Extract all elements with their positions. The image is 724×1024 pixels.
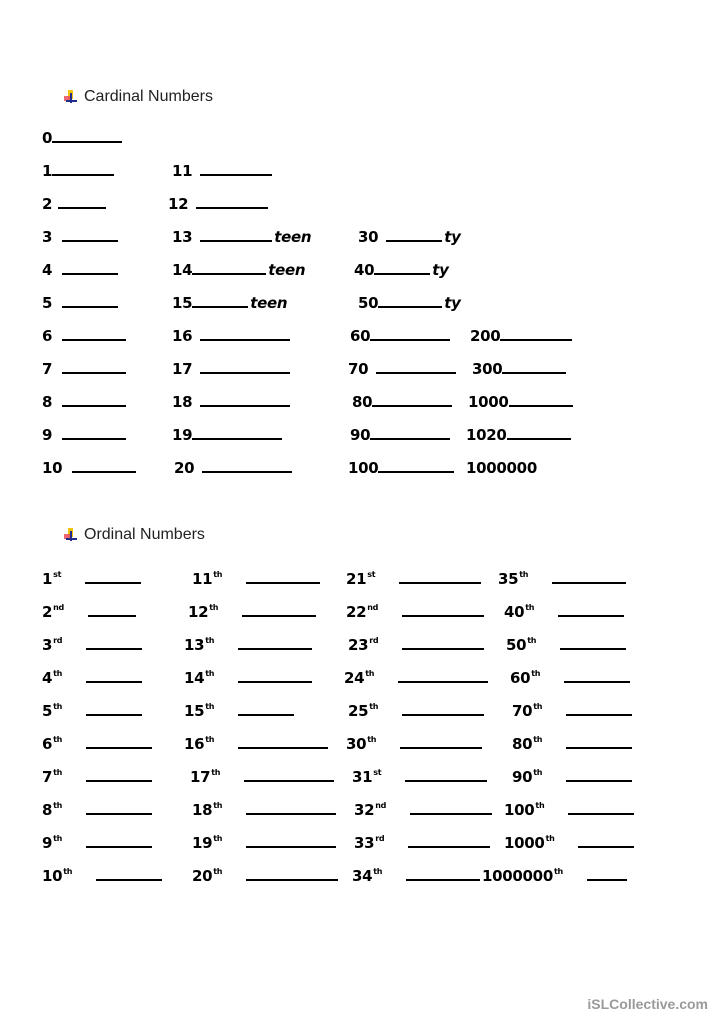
ordinal-item xyxy=(188,599,318,621)
answer-blank[interactable] xyxy=(200,162,272,176)
number-label: 80 xyxy=(512,735,533,753)
ordinal-suffix: th xyxy=(53,834,63,843)
ordinal-suffix: st xyxy=(367,570,376,579)
number-label: 90 xyxy=(350,426,371,444)
number-label: 7 xyxy=(42,768,53,786)
number-label: 18 xyxy=(192,801,213,819)
ordinal-item xyxy=(42,665,144,687)
ordinal-suffix: th xyxy=(209,603,219,612)
ordinal-item xyxy=(354,797,494,819)
cardinal-item xyxy=(168,195,270,213)
number-label: 21 xyxy=(346,570,367,588)
answer-blank[interactable] xyxy=(196,195,268,209)
answer-blank[interactable] xyxy=(552,570,626,584)
number-label: 8 xyxy=(42,801,53,819)
word-suffix: teen xyxy=(274,228,312,246)
number-label: 12 xyxy=(188,603,209,621)
number-label: 31 xyxy=(352,768,373,786)
number-label: 11 xyxy=(172,162,193,180)
number-label: 1000000 xyxy=(482,867,553,885)
answer-blank[interactable] xyxy=(558,603,624,617)
number-label: 1000000 xyxy=(466,459,537,477)
ordinal-suffix: th xyxy=(533,702,543,711)
number-label: 50 xyxy=(506,636,527,654)
cardinal-item xyxy=(466,459,537,477)
answer-blank[interactable] xyxy=(406,867,480,881)
answer-blank[interactable] xyxy=(62,426,126,440)
cardinal-item xyxy=(358,294,461,312)
answer-blank[interactable] xyxy=(242,603,316,617)
number-label: 24 xyxy=(344,669,365,687)
ordinal-suffix: th xyxy=(53,669,63,678)
ordinal-item xyxy=(504,797,636,819)
watermark: iSLCollective.com xyxy=(587,996,708,1012)
ordinal-item xyxy=(512,698,634,720)
ordinal-suffix: st xyxy=(53,570,62,579)
answer-blank[interactable] xyxy=(86,702,142,716)
ordinal-item xyxy=(184,665,314,687)
ordinal-suffix: th xyxy=(211,768,221,777)
ordinal-item xyxy=(42,764,154,786)
answer-blank[interactable] xyxy=(192,426,282,440)
answer-blank[interactable] xyxy=(200,393,290,407)
ordinal-item xyxy=(42,731,154,753)
number-label: 15 xyxy=(172,294,193,312)
ordinal-item xyxy=(482,863,629,885)
ordinal-suffix: nd xyxy=(53,603,64,612)
ordinal-item xyxy=(504,599,626,621)
number-label: 33 xyxy=(354,834,375,852)
number-label: 1000 xyxy=(504,834,545,852)
answer-blank[interactable] xyxy=(376,360,456,374)
answer-blank[interactable] xyxy=(238,636,312,650)
cardinal-item xyxy=(172,228,311,246)
number-label: 25 xyxy=(348,702,369,720)
ordinal-item xyxy=(346,731,484,753)
ordinal-title-text: Ordinal Numbers xyxy=(84,526,205,543)
number-label: 6 xyxy=(42,735,53,753)
ordinal-suffix: th xyxy=(373,867,383,876)
ordinal-suffix: th xyxy=(365,669,375,678)
number-label: 90 xyxy=(512,768,533,786)
number-label: 14 xyxy=(172,261,193,279)
ordinal-item xyxy=(512,731,634,753)
answer-blank[interactable] xyxy=(564,669,630,683)
number-label: 18 xyxy=(172,393,193,411)
answer-blank[interactable] xyxy=(405,768,487,782)
ordinal-item xyxy=(352,863,482,885)
cardinal-item xyxy=(42,162,116,180)
number-label: 2 xyxy=(42,603,53,621)
number-label: 30 xyxy=(346,735,367,753)
ordinal-suffix: th xyxy=(525,603,535,612)
ordinal-suffix: th xyxy=(205,735,215,744)
ordinal-item xyxy=(498,566,628,588)
number-label: 19 xyxy=(192,834,213,852)
ordinal-suffix: th xyxy=(535,801,545,810)
answer-blank[interactable] xyxy=(378,459,454,473)
answer-blank[interactable] xyxy=(96,867,162,881)
answer-blank[interactable] xyxy=(200,228,272,242)
ordinal-suffix: th xyxy=(367,735,377,744)
cardinal-item xyxy=(350,426,452,444)
cardinal-item xyxy=(470,327,574,345)
number-label: 11 xyxy=(192,570,213,588)
number-label: 13 xyxy=(184,636,205,654)
number-label: 5 xyxy=(42,702,53,720)
number-label: 23 xyxy=(348,636,369,654)
number-label: 4 xyxy=(42,261,53,279)
answer-blank[interactable] xyxy=(587,867,627,881)
ordinal-suffix: th xyxy=(213,801,223,810)
answer-blank[interactable] xyxy=(402,702,484,716)
number-label: 2 xyxy=(42,195,53,213)
cardinal-item xyxy=(472,360,568,378)
cardinal-item xyxy=(172,162,274,180)
number-label: 70 xyxy=(512,702,533,720)
answer-blank[interactable] xyxy=(566,702,632,716)
answer-blank[interactable] xyxy=(86,735,152,749)
cardinal-item xyxy=(468,393,575,411)
number-label: 10 xyxy=(42,459,63,477)
number-label: 80 xyxy=(352,393,373,411)
ordinal-suffix: th xyxy=(533,768,543,777)
number-label: 7 xyxy=(42,360,53,378)
number-label: 19 xyxy=(172,426,193,444)
answer-blank[interactable] xyxy=(560,636,626,650)
number-label: 20 xyxy=(174,459,195,477)
answer-blank[interactable] xyxy=(192,261,266,275)
bullet-icon xyxy=(64,90,78,104)
cardinal-item xyxy=(172,327,292,345)
number-label: 17 xyxy=(172,360,193,378)
cardinal-item xyxy=(172,360,292,378)
answer-blank[interactable] xyxy=(86,801,152,815)
answer-blank[interactable] xyxy=(370,426,450,440)
answer-blank[interactable] xyxy=(566,768,632,782)
cardinal-item xyxy=(42,426,128,444)
cardinal-item xyxy=(172,294,287,312)
cardinal-item xyxy=(348,459,456,477)
cardinal-item xyxy=(42,459,138,477)
ordinal-item xyxy=(346,599,486,621)
number-label: 10 xyxy=(42,867,63,885)
ordinal-suffix: th xyxy=(205,636,215,645)
ordinal-suffix: th xyxy=(213,834,223,843)
ordinal-item xyxy=(42,599,138,621)
number-label: 1000 xyxy=(468,393,509,411)
number-label: 16 xyxy=(184,735,205,753)
number-label: 60 xyxy=(510,669,531,687)
ordinal-item xyxy=(346,566,483,588)
number-label: 40 xyxy=(504,603,525,621)
answer-blank[interactable] xyxy=(200,360,290,374)
answer-blank[interactable] xyxy=(246,867,338,881)
ordinal-item xyxy=(42,797,154,819)
bullet-icon xyxy=(64,528,78,542)
answer-blank[interactable] xyxy=(192,294,248,308)
answer-blank[interactable] xyxy=(386,228,442,242)
ordinal-suffix: th xyxy=(53,702,63,711)
cardinal-item xyxy=(172,261,305,279)
cardinal-item xyxy=(42,228,120,246)
number-label: 100 xyxy=(348,459,379,477)
answer-blank[interactable] xyxy=(88,603,136,617)
number-label: 8 xyxy=(42,393,53,411)
number-label: 14 xyxy=(184,669,205,687)
ordinal-item xyxy=(354,830,492,852)
cardinal-section-title xyxy=(64,88,213,106)
number-label: 5 xyxy=(42,294,53,312)
ordinal-item xyxy=(344,665,490,687)
answer-blank[interactable] xyxy=(398,669,488,683)
ordinal-item xyxy=(506,632,628,654)
cardinal-item xyxy=(42,261,120,279)
answer-blank[interactable] xyxy=(52,162,114,176)
answer-blank[interactable] xyxy=(246,834,336,848)
ordinal-suffix: th xyxy=(53,735,63,744)
ordinal-item xyxy=(348,698,486,720)
answer-blank[interactable] xyxy=(566,735,632,749)
ordinal-item xyxy=(42,698,144,720)
number-label: 0 xyxy=(42,129,53,147)
number-label: 100 xyxy=(504,801,535,819)
ordinal-item xyxy=(190,764,336,786)
ordinal-suffix: st xyxy=(373,768,382,777)
number-label: 9 xyxy=(42,426,53,444)
answer-blank[interactable] xyxy=(370,327,450,341)
answer-blank[interactable] xyxy=(202,459,292,473)
number-label: 3 xyxy=(42,228,53,246)
ordinal-suffix: rd xyxy=(53,636,63,645)
number-label: 34 xyxy=(352,867,373,885)
answer-blank[interactable] xyxy=(507,426,571,440)
ordinal-suffix: nd xyxy=(375,801,387,810)
cardinal-item xyxy=(42,393,128,411)
word-suffix: teen xyxy=(250,294,288,312)
ordinal-item xyxy=(42,830,154,852)
answer-blank[interactable] xyxy=(72,459,136,473)
answer-blank[interactable] xyxy=(402,603,484,617)
answer-blank[interactable] xyxy=(500,327,572,341)
number-label: 32 xyxy=(354,801,375,819)
answer-blank[interactable] xyxy=(378,294,442,308)
ordinal-item xyxy=(184,632,314,654)
cardinal-item xyxy=(42,327,128,345)
ordinal-item xyxy=(42,863,164,885)
number-label: 12 xyxy=(168,195,189,213)
ordinal-suffix: th xyxy=(531,669,541,678)
answer-blank[interactable] xyxy=(62,261,118,275)
ordinal-item xyxy=(348,632,486,654)
number-label: 15 xyxy=(184,702,205,720)
answer-blank[interactable] xyxy=(410,801,492,815)
number-label: 4 xyxy=(42,669,53,687)
answer-blank[interactable] xyxy=(244,768,334,782)
cardinal-item xyxy=(42,294,120,312)
ordinal-item xyxy=(42,566,143,588)
answer-blank[interactable] xyxy=(246,801,336,815)
answer-blank[interactable] xyxy=(86,768,152,782)
ordinal-suffix: th xyxy=(533,735,543,744)
cardinal-item xyxy=(352,393,454,411)
ordinal-item xyxy=(512,764,634,786)
ordinal-suffix: th xyxy=(213,570,223,579)
word-suffix: ty xyxy=(444,294,461,312)
cardinal-item xyxy=(350,327,452,345)
answer-blank[interactable] xyxy=(502,360,566,374)
number-label: 60 xyxy=(350,327,371,345)
ordinal-suffix: th xyxy=(519,570,529,579)
ordinal-suffix: th xyxy=(369,702,379,711)
ordinal-suffix: th xyxy=(63,867,73,876)
ordinal-section-title xyxy=(64,526,205,544)
answer-blank[interactable] xyxy=(52,129,122,143)
ordinal-item xyxy=(510,665,632,687)
ordinal-item xyxy=(192,566,322,588)
number-label: 3 xyxy=(42,636,53,654)
cardinal-item xyxy=(174,459,294,477)
ordinal-item xyxy=(184,731,330,753)
answer-blank[interactable] xyxy=(62,360,126,374)
cardinal-title-text: Cardinal Numbers xyxy=(84,88,213,105)
word-suffix: ty xyxy=(444,228,461,246)
number-label: 70 xyxy=(348,360,369,378)
number-label: 30 xyxy=(358,228,379,246)
cardinal-item xyxy=(42,360,128,378)
number-label: 17 xyxy=(190,768,211,786)
answer-blank[interactable] xyxy=(372,393,452,407)
ordinal-suffix: nd xyxy=(367,603,379,612)
ordinal-item xyxy=(42,632,144,654)
answer-blank[interactable] xyxy=(62,228,118,242)
answer-blank[interactable] xyxy=(86,669,142,683)
ordinal-suffix: th xyxy=(553,867,563,876)
ordinal-item xyxy=(192,797,338,819)
cardinal-item xyxy=(42,129,124,147)
number-label: 200 xyxy=(470,327,501,345)
answer-blank[interactable] xyxy=(509,393,573,407)
number-label: 300 xyxy=(472,360,503,378)
number-label: 1 xyxy=(42,162,53,180)
ordinal-item xyxy=(504,830,636,852)
number-label: 1020 xyxy=(466,426,507,444)
answer-blank[interactable] xyxy=(86,834,152,848)
answer-blank[interactable] xyxy=(402,636,484,650)
answer-blank[interactable] xyxy=(62,393,126,407)
number-label: 40 xyxy=(354,261,375,279)
number-label: 50 xyxy=(358,294,379,312)
answer-blank[interactable] xyxy=(568,801,634,815)
answer-blank[interactable] xyxy=(399,570,481,584)
word-suffix: ty xyxy=(432,261,449,279)
answer-blank[interactable] xyxy=(374,261,430,275)
number-label: 1 xyxy=(42,570,53,588)
number-label: 16 xyxy=(172,327,193,345)
answer-blank[interactable] xyxy=(238,735,328,749)
answer-blank[interactable] xyxy=(238,702,294,716)
ordinal-suffix: th xyxy=(53,801,63,810)
cardinal-item xyxy=(348,360,458,378)
ordinal-suffix: th xyxy=(53,768,63,777)
number-label: 20 xyxy=(192,867,213,885)
cardinal-item xyxy=(466,426,573,444)
ordinal-suffix: th xyxy=(527,636,537,645)
ordinal-item xyxy=(184,698,296,720)
number-label: 6 xyxy=(42,327,53,345)
answer-blank[interactable] xyxy=(400,735,482,749)
answer-blank[interactable] xyxy=(408,834,490,848)
number-label: 13 xyxy=(172,228,193,246)
answer-blank[interactable] xyxy=(238,669,312,683)
answer-blank[interactable] xyxy=(62,294,118,308)
ordinal-suffix: th xyxy=(213,867,223,876)
answer-blank[interactable] xyxy=(246,570,320,584)
answer-blank[interactable] xyxy=(86,636,142,650)
ordinal-suffix: rd xyxy=(375,834,385,843)
ordinal-item xyxy=(352,764,489,786)
cardinal-item xyxy=(42,195,108,213)
ordinal-suffix: th xyxy=(205,669,215,678)
cardinal-item xyxy=(358,228,461,246)
ordinal-suffix: th xyxy=(545,834,555,843)
cardinal-item xyxy=(354,261,449,279)
ordinal-suffix: rd xyxy=(369,636,379,645)
answer-blank[interactable] xyxy=(578,834,634,848)
cardinal-item xyxy=(172,426,284,444)
ordinal-item xyxy=(192,830,338,852)
answer-blank[interactable] xyxy=(200,327,290,341)
cardinal-item xyxy=(172,393,292,411)
answer-blank[interactable] xyxy=(58,195,106,209)
answer-blank[interactable] xyxy=(85,570,141,584)
number-label: 9 xyxy=(42,834,53,852)
number-label: 22 xyxy=(346,603,367,621)
ordinal-suffix: th xyxy=(205,702,215,711)
ordinal-item xyxy=(192,863,340,885)
word-suffix: teen xyxy=(268,261,306,279)
answer-blank[interactable] xyxy=(62,327,126,341)
number-label: 35 xyxy=(498,570,519,588)
